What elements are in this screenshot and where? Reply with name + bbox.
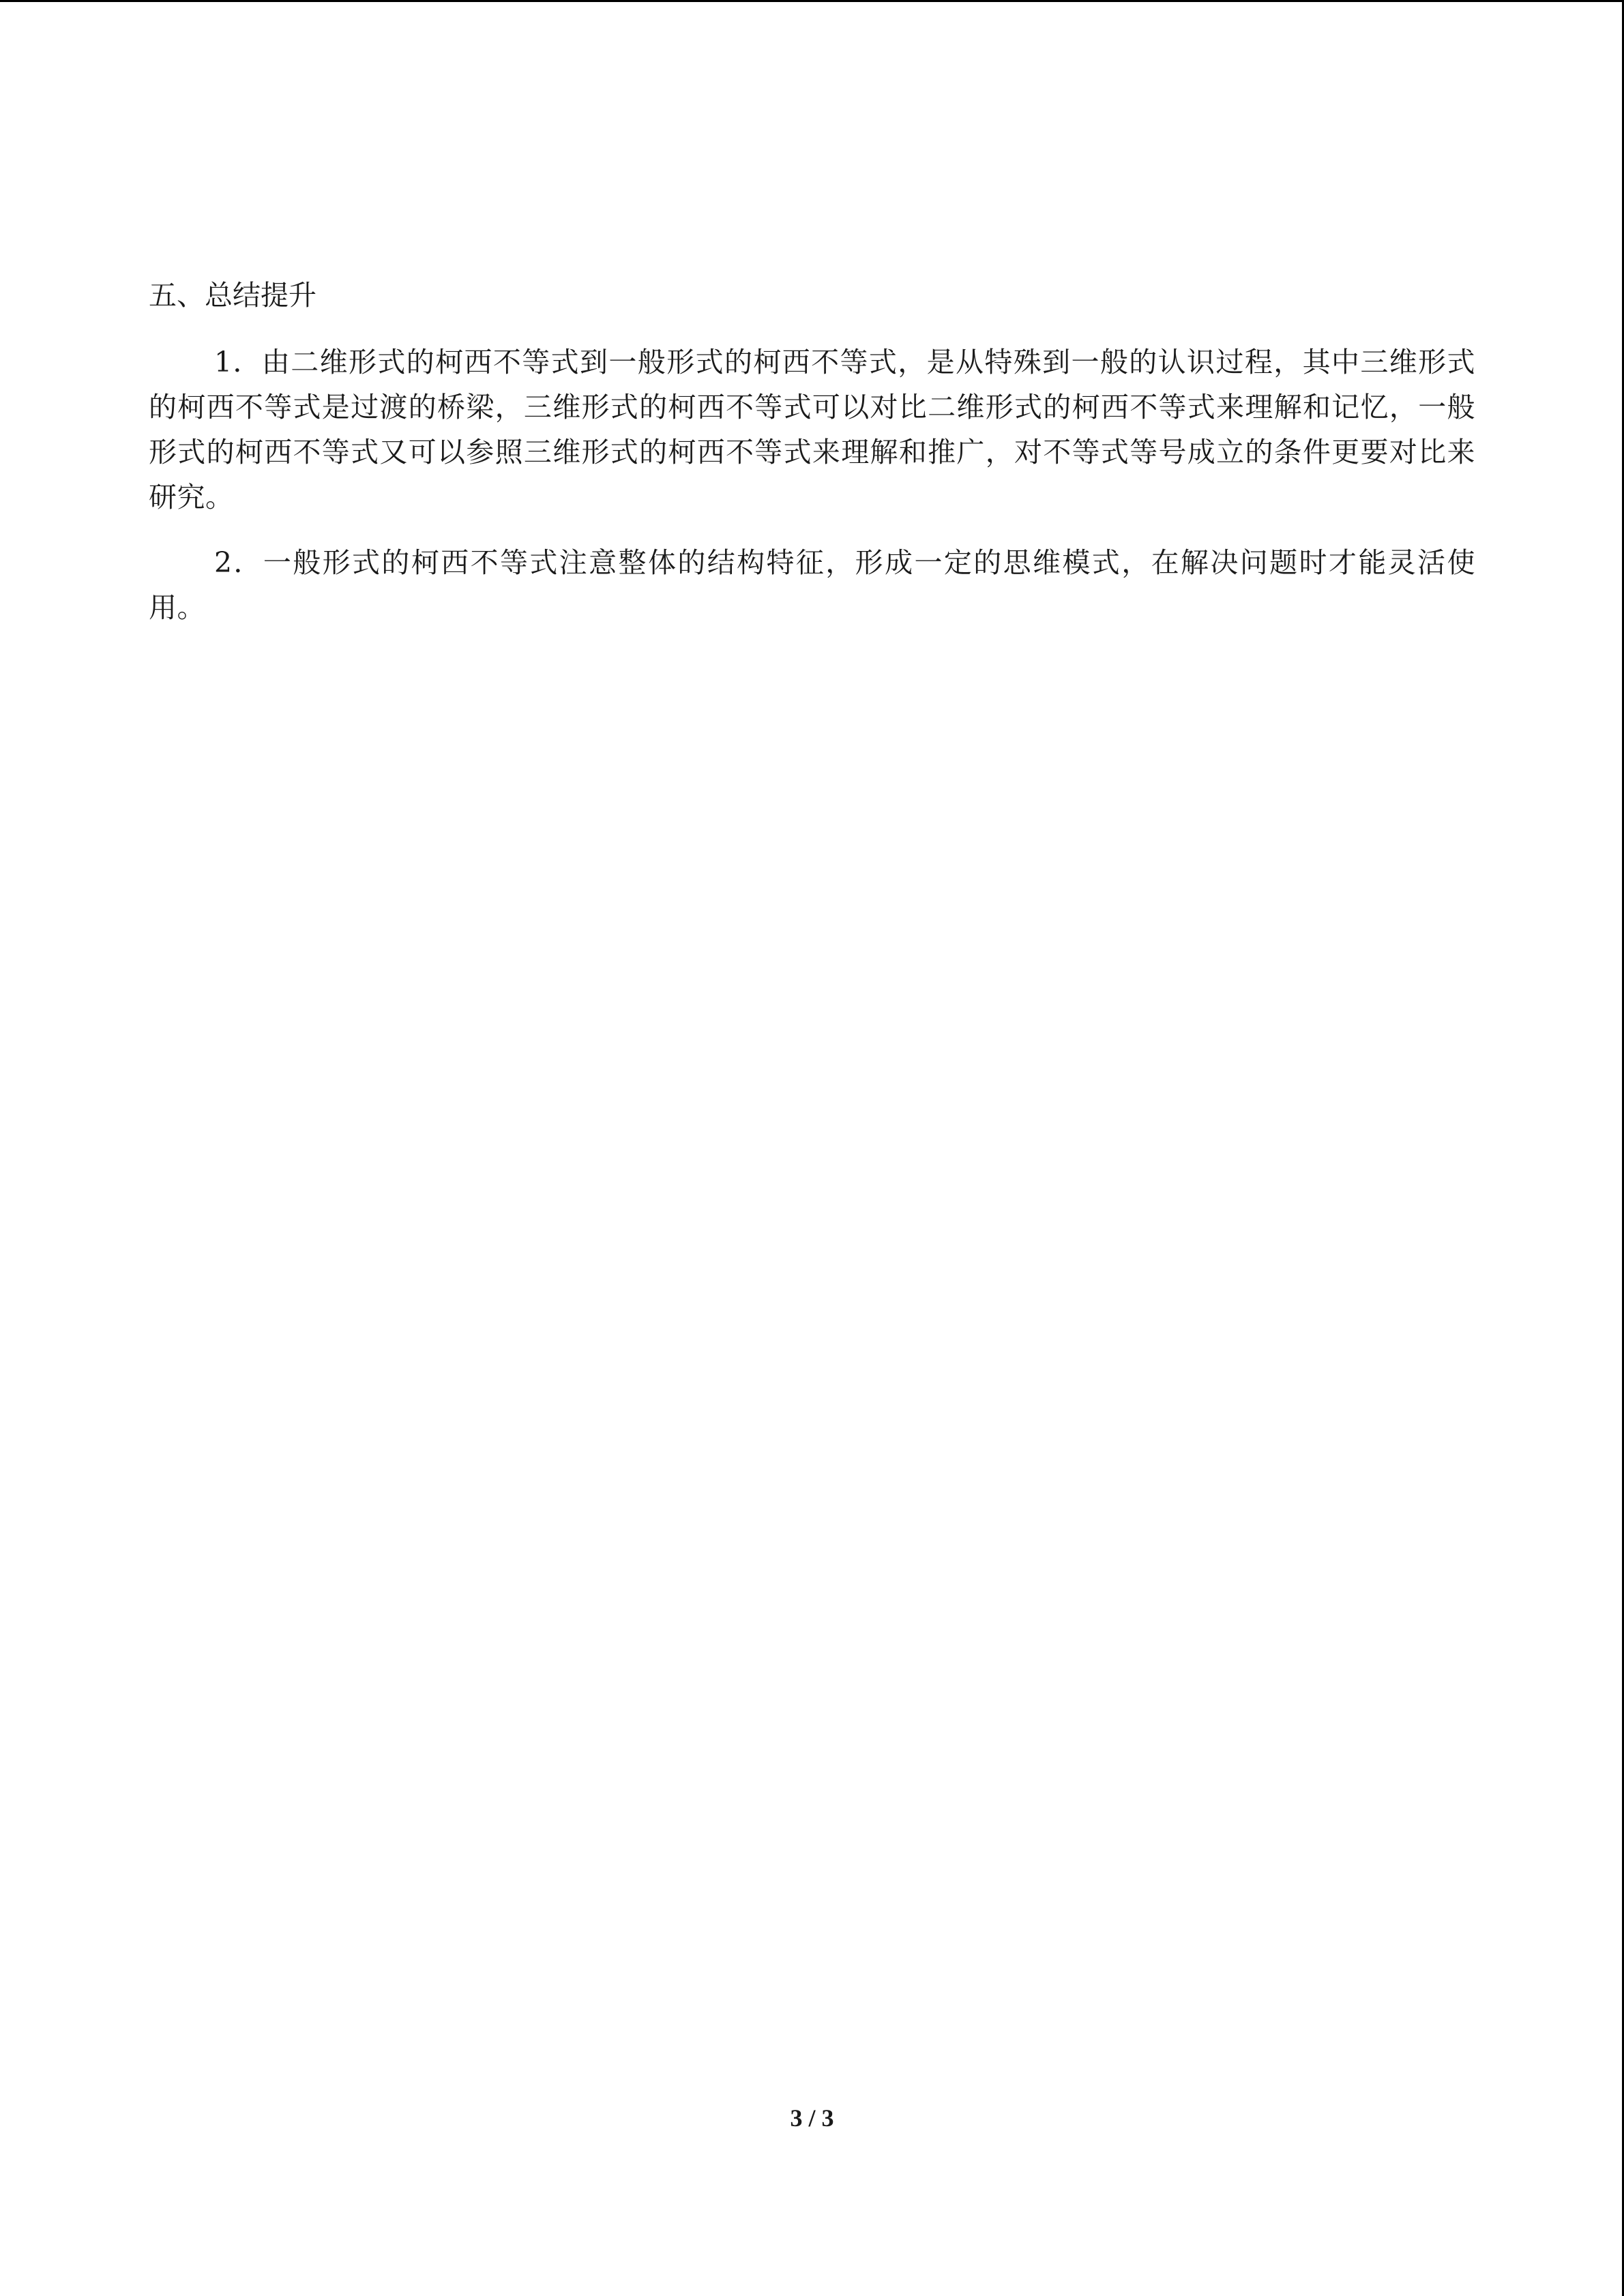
section-heading: 五、总结提升 bbox=[149, 279, 316, 312]
summary-paragraph-1: 1．由二维形式的柯西不等式到一般形式的柯西不等式，是从特殊到一般的认识过程，其中三维形式的柯西不等式是过渡的桥梁，三维形式的柯西不等式可以对比二维形式的柯西不等式来理解和记忆，一般形式的柯西不等式又可以参照三维形式的柯西不等式来理解和推广，对不等式等号成立的条件更要对比来研究。 bbox=[149, 346, 1475, 513]
page-number: 3 / 3 bbox=[790, 2104, 834, 2132]
summary-paragraph-2: 2．一般形式的柯西不等式注意整体的结构特征，形成一定的思维模式，在解决问题时才能灵活使用。 bbox=[149, 546, 1475, 624]
document-body bbox=[149, 273, 1475, 651]
page-top-border bbox=[0, 0, 1624, 2]
